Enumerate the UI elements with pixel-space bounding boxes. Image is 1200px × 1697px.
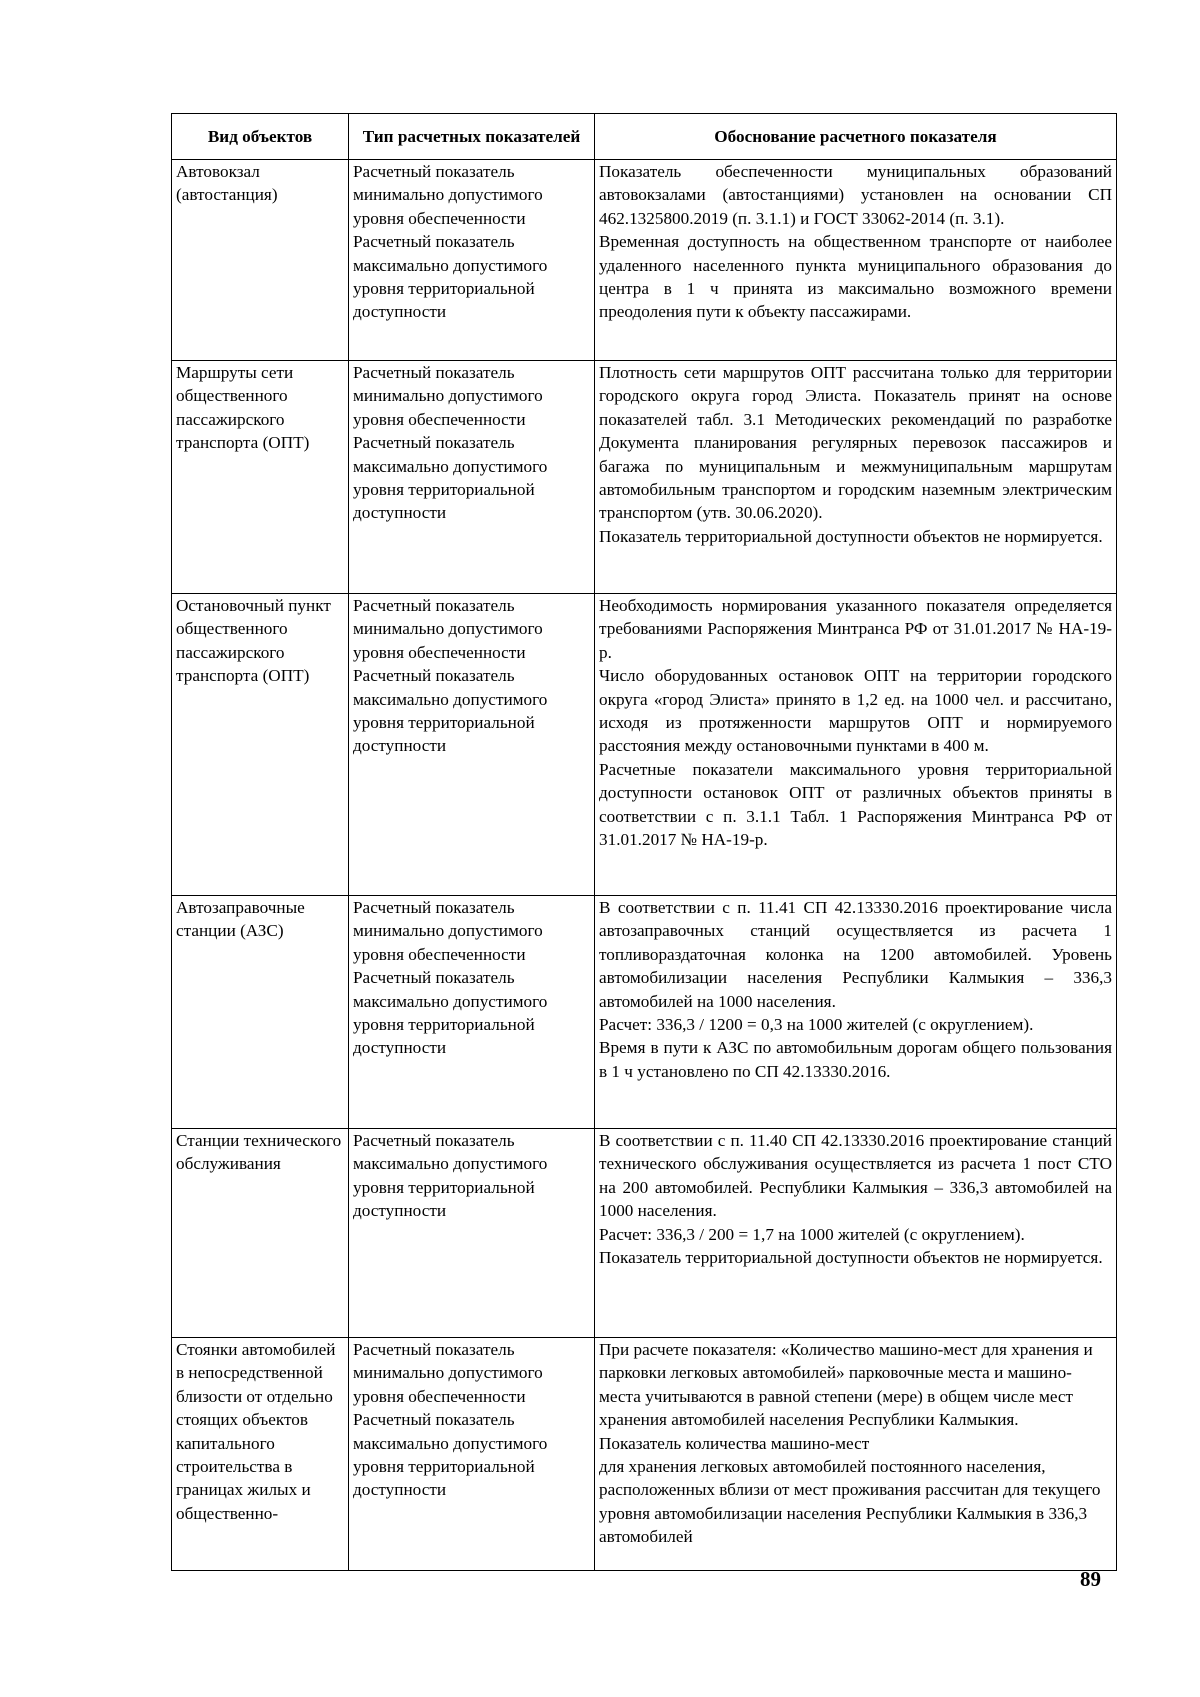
justification-paragraph: Время в пути к АЗС по автомобильным дорогам общего пользования в 1 ч установлено по СП 42.13330.2016. <box>599 1038 1112 1081</box>
cell-object: Остановочный пункт общественного пассажирского транспорта (ОПТ) <box>172 594 349 896</box>
table-header-row <box>172 114 1117 160</box>
indicator-type-text: Расчетный показатель максимально допустимого уровня территориальной доступности <box>353 1131 548 1221</box>
indicator-type-text: Расчетный показатель минимально допустимого уровня обеспеченности <box>353 898 543 964</box>
cell-indicator-type <box>349 896 595 1129</box>
justification-paragraph: Расчетные показатели максимального уровня территориальной доступности остановок ОПТ от различных объектов приняты в соответствии с п. 3.1.1 Табл. 1 Распоряжения Минтранса РФ от 31.01.2017 № НА-19-р. <box>599 759 1112 850</box>
indicators-table <box>171 113 1117 1571</box>
table-row <box>172 1129 1117 1338</box>
indicator-type-text: Расчетный показатель максимально допустимого уровня территориальной доступности <box>353 666 548 756</box>
cell-object: Автовокзал (автостанция) <box>172 160 349 361</box>
justification-paragraph: В соответствии с п. 11.40 СП 42.13330.2016 проектирование станций технического обслуживания осуществляется из расчета 1 пост СТО на 200 автомобилей. Республики Калмыкия – 336,3 автомобилей на 1000 населения. <box>599 1131 1112 1221</box>
table-row <box>172 594 1117 896</box>
justification-paragraph: Расчет: 336,3 / 1200 = 0,3 на 1000 жителей (с округлением). <box>599 1015 1034 1035</box>
cell-indicator-type <box>349 361 595 594</box>
table-row <box>172 361 1117 594</box>
justification-paragraph: Показатель территориальной доступности объектов не нормируется. <box>599 1248 1103 1268</box>
table-row <box>172 896 1117 1129</box>
cell-justification <box>595 594 1117 896</box>
indicator-type-text: Расчетный показатель минимально допустимого уровня обеспеченности <box>353 162 543 228</box>
cell-object: Станции технического обслуживания <box>172 1129 349 1338</box>
justification-paragraph: для хранения легковых автомобилей постоянного населения, расположенных вблизи от мест проживания рассчитан для текущего уровня автомобилизации населения Республики Калмыкия в 336,3 автомобилей <box>599 1457 1101 1547</box>
cell-object: Маршруты сети общественного пассажирского транспорта (ОПТ) <box>172 361 349 594</box>
justification-paragraph: Временная доступность на общественном транспорте от наиболее удаленного населенного пункта муниципального образования до центра в 1 ч принята из максимально возможного времени преодоления пути к объекту пассажирами. <box>599 232 1112 322</box>
justification-paragraph: В соответствии с п. 11.41 СП 42.13330.2016 проектирование числа автозаправочных станций осуществляется из расчета 1 топливораздаточная колонка на 1200 автомобилей. Уровень автомобилизации населения Республики Калмыкия – 336,3 автомобилей на 1000 населения. <box>599 898 1112 1011</box>
indicator-type-text: Расчетный показатель максимально допустимого уровня территориальной доступности <box>353 433 548 523</box>
header-object-type: Вид объектов <box>172 114 349 160</box>
justification-paragraph: Показатель количества машино-мест <box>599 1433 870 1453</box>
justification-paragraph: Показатель территориальной доступности объектов не нормируется. <box>599 526 1103 546</box>
cell-justification <box>595 896 1117 1129</box>
header-justification: Обоснование расчетного показателя <box>595 114 1117 160</box>
cell-object: Автозаправочные станции (АЗС) <box>172 896 349 1129</box>
cell-justification <box>595 361 1117 594</box>
indicator-type-text: Расчетный показатель максимально допустимого уровня территориальной доступности <box>353 232 548 322</box>
indicator-type-text: Расчетный показатель максимально допустимого уровня территориальной доступности <box>353 1410 548 1500</box>
justification-paragraph: Плотность сети маршрутов ОПТ рассчитана только для территории городского округа город Элиста. Показатель принят на основе показателей табл. 3.1 Методических рекомендаций по разработке Документа планирования регулярных перевозок пассажиров и багажа по муниципальным и межмуниципальным маршрутам автомобильным транспортом и городским наземным электрическим транспортом (утв. 30.06.2020). <box>599 363 1112 523</box>
indicator-type-text: Расчетный показатель минимально допустимого уровня обеспеченности <box>353 596 543 662</box>
page-number: 89 <box>1080 1567 1101 1591</box>
indicator-type-text: Расчетный показатель минимально допустимого уровня обеспеченности <box>353 1340 543 1406</box>
table-row <box>172 1338 1117 1571</box>
cell-indicator-type <box>349 1129 595 1338</box>
justification-paragraph: Число оборудованных остановок ОПТ на территории городского округа «город Элиста» принято в 1,2 ед. на 1000 чел. и рассчитано, исходя из протяженности маршрутов ОПТ и нормируемого расстояния между остановочными пунктами в 400 м. <box>599 666 1112 756</box>
cell-justification <box>595 1338 1117 1571</box>
table-row <box>172 160 1117 361</box>
cell-indicator-type <box>349 594 595 896</box>
indicator-type-text: Расчетный показатель минимально допустимого уровня обеспеченности <box>353 363 543 429</box>
header-indicator-type: Тип расчетных показателей <box>349 114 595 160</box>
justification-paragraph: Расчет: 336,3 / 200 = 1,7 на 1000 жителей (с округлением). <box>599 1224 1025 1244</box>
cell-justification <box>595 160 1117 361</box>
cell-justification <box>595 1129 1117 1338</box>
cell-indicator-type <box>349 1338 595 1571</box>
cell-indicator-type <box>349 160 595 361</box>
justification-paragraph: Необходимость нормирования указанного показателя определяется требованиями Распоряжения Минтранса РФ от 31.01.2017 № НА-19-р. <box>599 596 1112 662</box>
cell-object: Стоянки автомобилей в непосредственной близости от отдельно стоящих объектов капитального строительства в границах жилых и общественно- <box>172 1338 349 1571</box>
justification-paragraph: Показатель обеспеченности муниципальных образований автовокзалами (автостанциями) установлен на основании СП 462.1325800.2019 (п. 3.1.1) и ГОСТ 33062-2014 (п. 3.1). <box>599 162 1112 228</box>
indicator-type-text: Расчетный показатель максимально допустимого уровня территориальной доступности <box>353 968 548 1058</box>
justification-paragraph: При расчете показателя: «Количество машино-мест для хранения и парковки легковых автомобилей» парковочные места и машино-места учитываются в равной степени (мере) в общем числе мест хранения автомобилей населения Республики Калмыкия. <box>599 1340 1093 1430</box>
